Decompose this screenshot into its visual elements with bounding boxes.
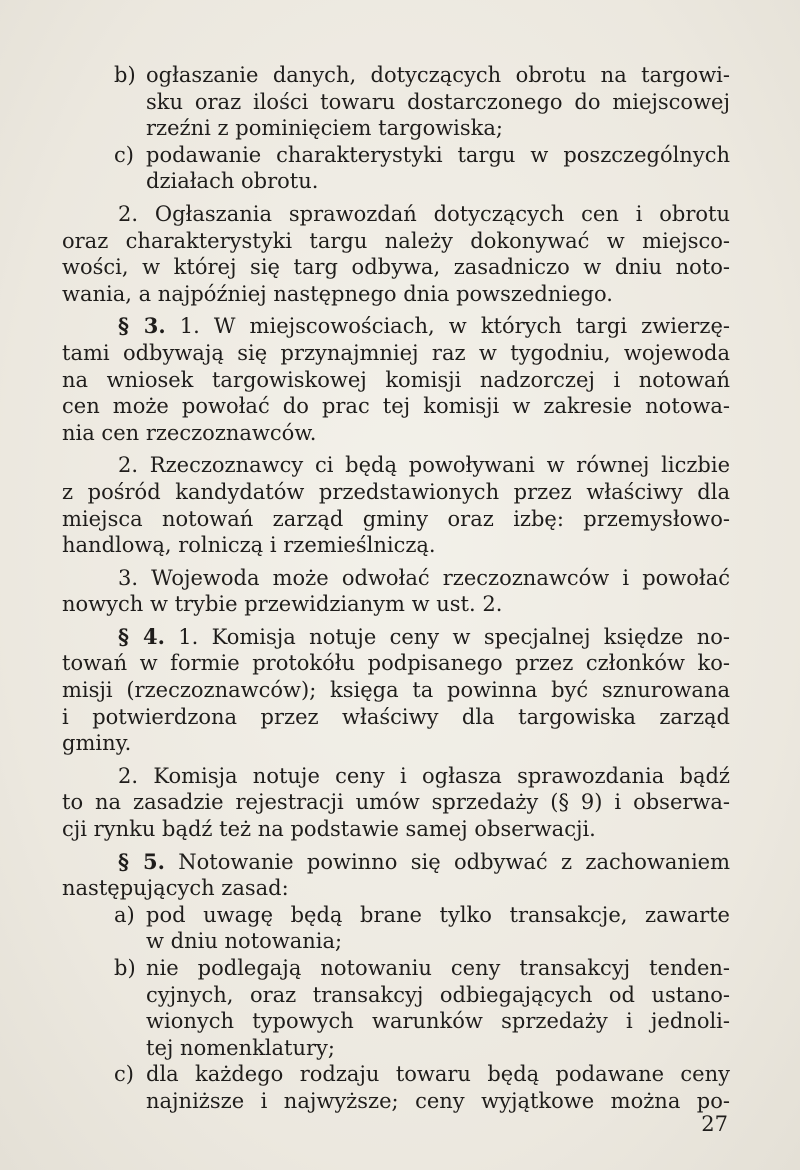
- text-line: [62, 982, 730, 1009]
- text-line: [62, 228, 730, 255]
- line-text: z pośród kandydatów przedstawionych przez właściwy dla: [62, 479, 730, 504]
- line-text: cen może powołać do prac tej komisji w zakresie notowa-: [62, 394, 730, 419]
- text-line: [62, 142, 730, 169]
- list-marker: c): [114, 1062, 134, 1087]
- text-line: [62, 928, 730, 955]
- text-line: [62, 624, 730, 651]
- text-line: [62, 875, 730, 902]
- text-line: [62, 313, 730, 340]
- text-line: [62, 565, 730, 592]
- line-text: podawanie charakterystyki targu w poszczególnych: [146, 142, 730, 167]
- text-line: [62, 704, 730, 731]
- line-text: 3. Wojewoda może odwołać rzeczoznawców i powołać: [118, 565, 730, 590]
- line-text: towań w formie protokółu podpisanego przez członków ko-: [62, 651, 730, 676]
- line-text: na wniosek targowiskowej komisji nadzorczej i notowań: [62, 367, 730, 392]
- line-text: nie podlegają notowaniu ceny transakcyj tenden-: [146, 956, 730, 980]
- text-line: [62, 591, 730, 618]
- page-number: 27: [701, 1112, 728, 1136]
- text-line: [62, 420, 730, 447]
- text-line: [62, 340, 730, 367]
- section-number: § 5.: [118, 848, 165, 874]
- text-line: [62, 254, 730, 281]
- line-text: 1. Komisja notuje ceny w specjalnej księdze no-: [164, 624, 730, 649]
- section-number: § 3.: [118, 313, 166, 339]
- text-line: [62, 168, 730, 195]
- line-text: tami odbywają się przynajmniej raz w tygodniu, wojewoda: [62, 340, 730, 365]
- text-line: [62, 955, 730, 982]
- line-text: następujących zasad:: [62, 876, 289, 901]
- text-line: [62, 730, 730, 757]
- line-text: Notowanie powinno się odbywać z zachowaniem: [164, 849, 730, 874]
- line-text: to na zasadzie rejestracji umów sprzedaży (§ 9) i obserwa-: [62, 790, 730, 815]
- text-line: [62, 789, 730, 816]
- line-text: cyjnych, oraz transakcyj odbiegających od ustano-: [146, 982, 730, 1007]
- text-line: [62, 62, 730, 89]
- line-text: dla każdego rodzaju towaru będą podawane ceny: [146, 1062, 730, 1087]
- text-line: [62, 849, 730, 876]
- text-line: [62, 367, 730, 394]
- line-text: nia cen rzeczoznawców.: [62, 420, 317, 445]
- line-text: misji (rzeczoznawców); księga ta powinna być sznurowana: [62, 678, 730, 703]
- line-text: wania, a najpóźniej następnego dnia powszedniego.: [62, 281, 613, 306]
- line-text: gminy.: [62, 731, 132, 756]
- list-marker: c): [114, 142, 134, 167]
- list-marker: b): [114, 63, 136, 87]
- line-text: ogłaszanie danych, dotyczących obrotu na targowi-: [146, 63, 730, 87]
- text-line: [62, 452, 730, 479]
- line-text: miejsca notowań zarząd gminy oraz izbę: przemysłowo-: [62, 506, 730, 531]
- text-line: [62, 763, 730, 790]
- text-line: [62, 1035, 730, 1062]
- text-line: [62, 816, 730, 843]
- line-text: 2. Komisja notuje ceny i ogłasza sprawozdania bądź: [118, 763, 730, 788]
- text-line: [62, 281, 730, 308]
- line-text: pod uwagę będą brane tylko transakcje, zawarte: [146, 902, 730, 927]
- text-line: [62, 902, 730, 929]
- line-text: wionych typowych warunków sprzedaży i jednoli-: [146, 1009, 730, 1034]
- text-line: [62, 201, 730, 228]
- text-line: [62, 650, 730, 677]
- text-line: [62, 677, 730, 704]
- line-text: rzeźni z pominięciem targowiska;: [146, 116, 503, 141]
- section-number: § 4.: [118, 623, 165, 649]
- line-text: 1. W miejscowościach, w których targi zwierzę-: [165, 314, 730, 339]
- line-text: najniższe i najwyższe; ceny wyjątkowe można po-: [146, 1088, 730, 1113]
- text-line: [62, 479, 730, 506]
- line-text: 2. Ogłaszania sprawozdań dotyczących cen i obrotu: [118, 201, 730, 226]
- line-text: oraz charakterystyki targu należy dokonywać w miejsco-: [62, 228, 730, 253]
- line-text: tej nomenklatury;: [146, 1035, 335, 1060]
- document-body: [62, 62, 730, 1115]
- line-text: cji rynku bądź też na podstawie samej obserwacji.: [62, 817, 596, 842]
- line-text: wości, w której się targ odbywa, zasadniczo w dniu noto-: [62, 255, 730, 280]
- text-line: [62, 89, 730, 116]
- text-line: [62, 115, 730, 142]
- text-line: [62, 1008, 730, 1035]
- text-line: [62, 1088, 730, 1115]
- line-text: 2. Rzeczoznawcy ci będą powoływani w równej liczbie: [118, 453, 730, 478]
- text-line: [62, 393, 730, 420]
- line-text: nowych w trybie przewidzianym w ust. 2.: [62, 592, 503, 617]
- line-text: sku oraz ilości towaru dostarczonego do miejscowej: [146, 89, 730, 114]
- text-line: [62, 532, 730, 559]
- line-text: i potwierdzona przez właściwy dla targowiska zarząd: [62, 704, 730, 729]
- line-text: działach obrotu.: [146, 169, 319, 194]
- line-text: w dniu notowania;: [146, 929, 343, 954]
- line-text: handlową, rolniczą i rzemieślniczą.: [62, 533, 436, 558]
- list-marker: b): [114, 956, 136, 980]
- text-line: [62, 1061, 730, 1088]
- list-marker: a): [114, 902, 135, 927]
- text-line: [62, 506, 730, 533]
